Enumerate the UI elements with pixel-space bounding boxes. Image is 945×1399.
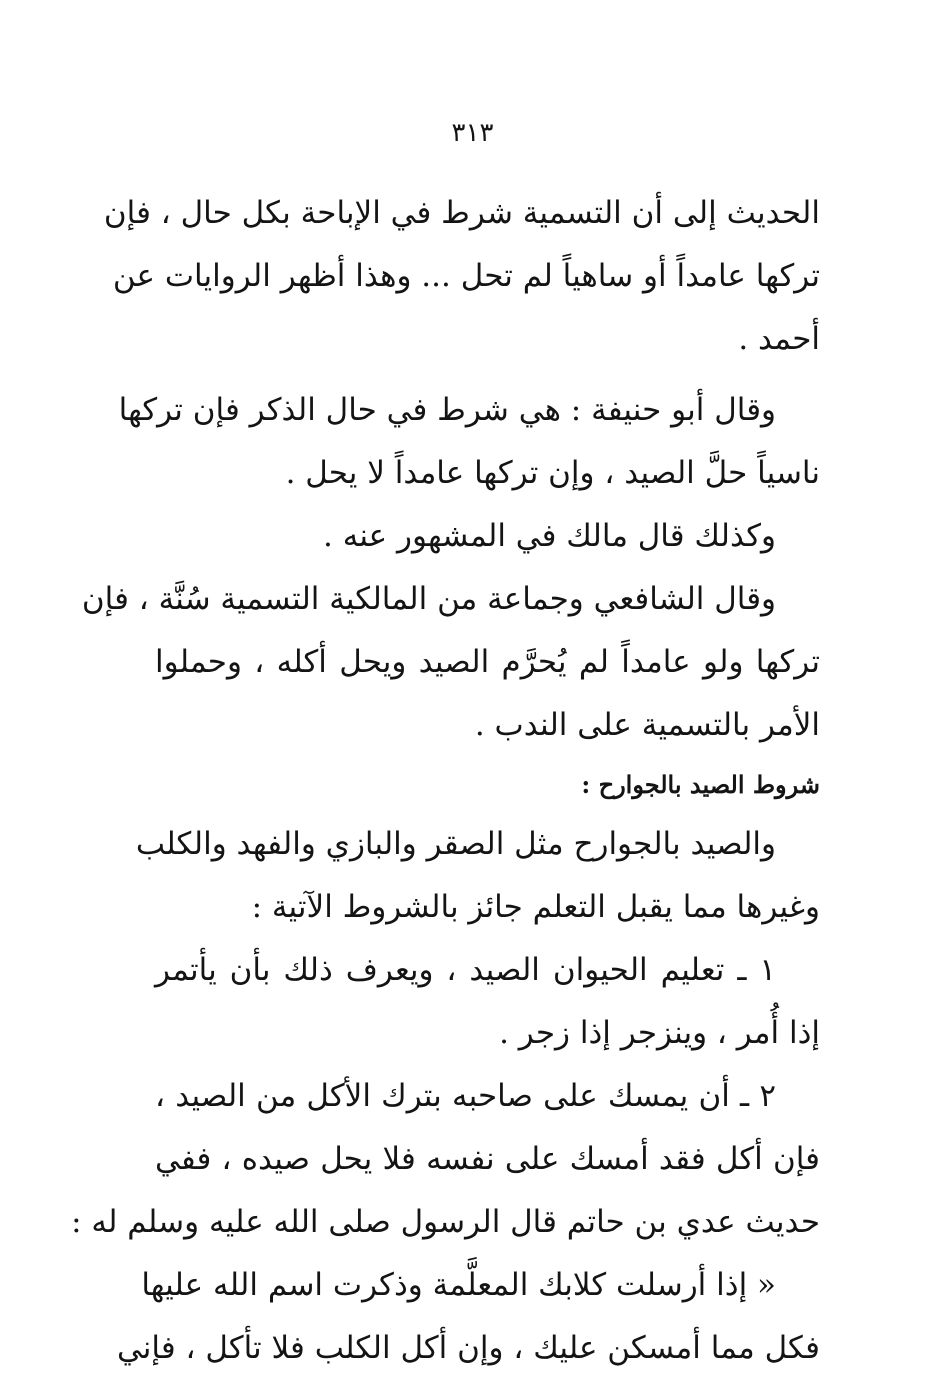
text-line: والصيد بالجوارح مثل الصقر والبازي والفهد والكلب [135, 826, 776, 862]
text-line: فإن أكل فقد أمسك على نفسه فلا يحل صيده ، ففي [155, 1141, 820, 1177]
text-line: وقال أبو حنيفة : هي شرط في حال الذكر فإن تركها [118, 392, 776, 428]
text-line: وكذلك قال مالك في المشهور عنه . [323, 518, 776, 554]
text-line: ١ ـ تعليم الحيوان الصيد ، ويعرف ذلك بأن يأتمر [155, 952, 776, 988]
text-line: حديث عدي بن حاتم قال الرسول صلى الله عليه وسلم له : [71, 1204, 820, 1240]
text-line: تركها عامداً أو ساهياً لم تحل ... وهذا أظهر الروايات عن [112, 258, 820, 294]
text-line: الحديث إلى أن التسمية شرط في الإباحة بكل حال ، فإن [103, 195, 820, 231]
text-line: ناسياً حلَّ الصيد ، وإن تركها عامداً لا يحل . [285, 455, 820, 491]
text-line: الأمر بالتسمية على الندب . [474, 707, 820, 743]
page-body [71, 182, 820, 1380]
text-line: فكل مما أمسكن عليك ، وإن أكل الكلب فلا تأكل ، فإني [116, 1330, 820, 1366]
text-line: ٢ ـ أن يمسك على صاحبه بترك الأكل من الصيد ، [155, 1078, 776, 1114]
text-line: وغيرها مما يقبل التعلم جائز بالشروط الآتية : [251, 889, 820, 925]
text-line: وقال الشافعي وجماعة من المالكية التسمية سُنَّة ، فإن [81, 581, 776, 617]
text-line: « إذا أرسلت كلابك المعلَّمة وذكرت اسم الله عليها [141, 1267, 776, 1303]
page-number: ٣١٣ [451, 118, 494, 148]
text-line: إذا أُمر ، وينزجر إذا زجر . [499, 1015, 820, 1051]
text-line: أحمد . [738, 321, 820, 357]
section-heading: شروط الصيد بالجوارح : [581, 770, 820, 799]
text-line: تركها ولو عامداً لم يُحرَّم الصيد ويحل أكله ، وحملوا [155, 644, 820, 680]
